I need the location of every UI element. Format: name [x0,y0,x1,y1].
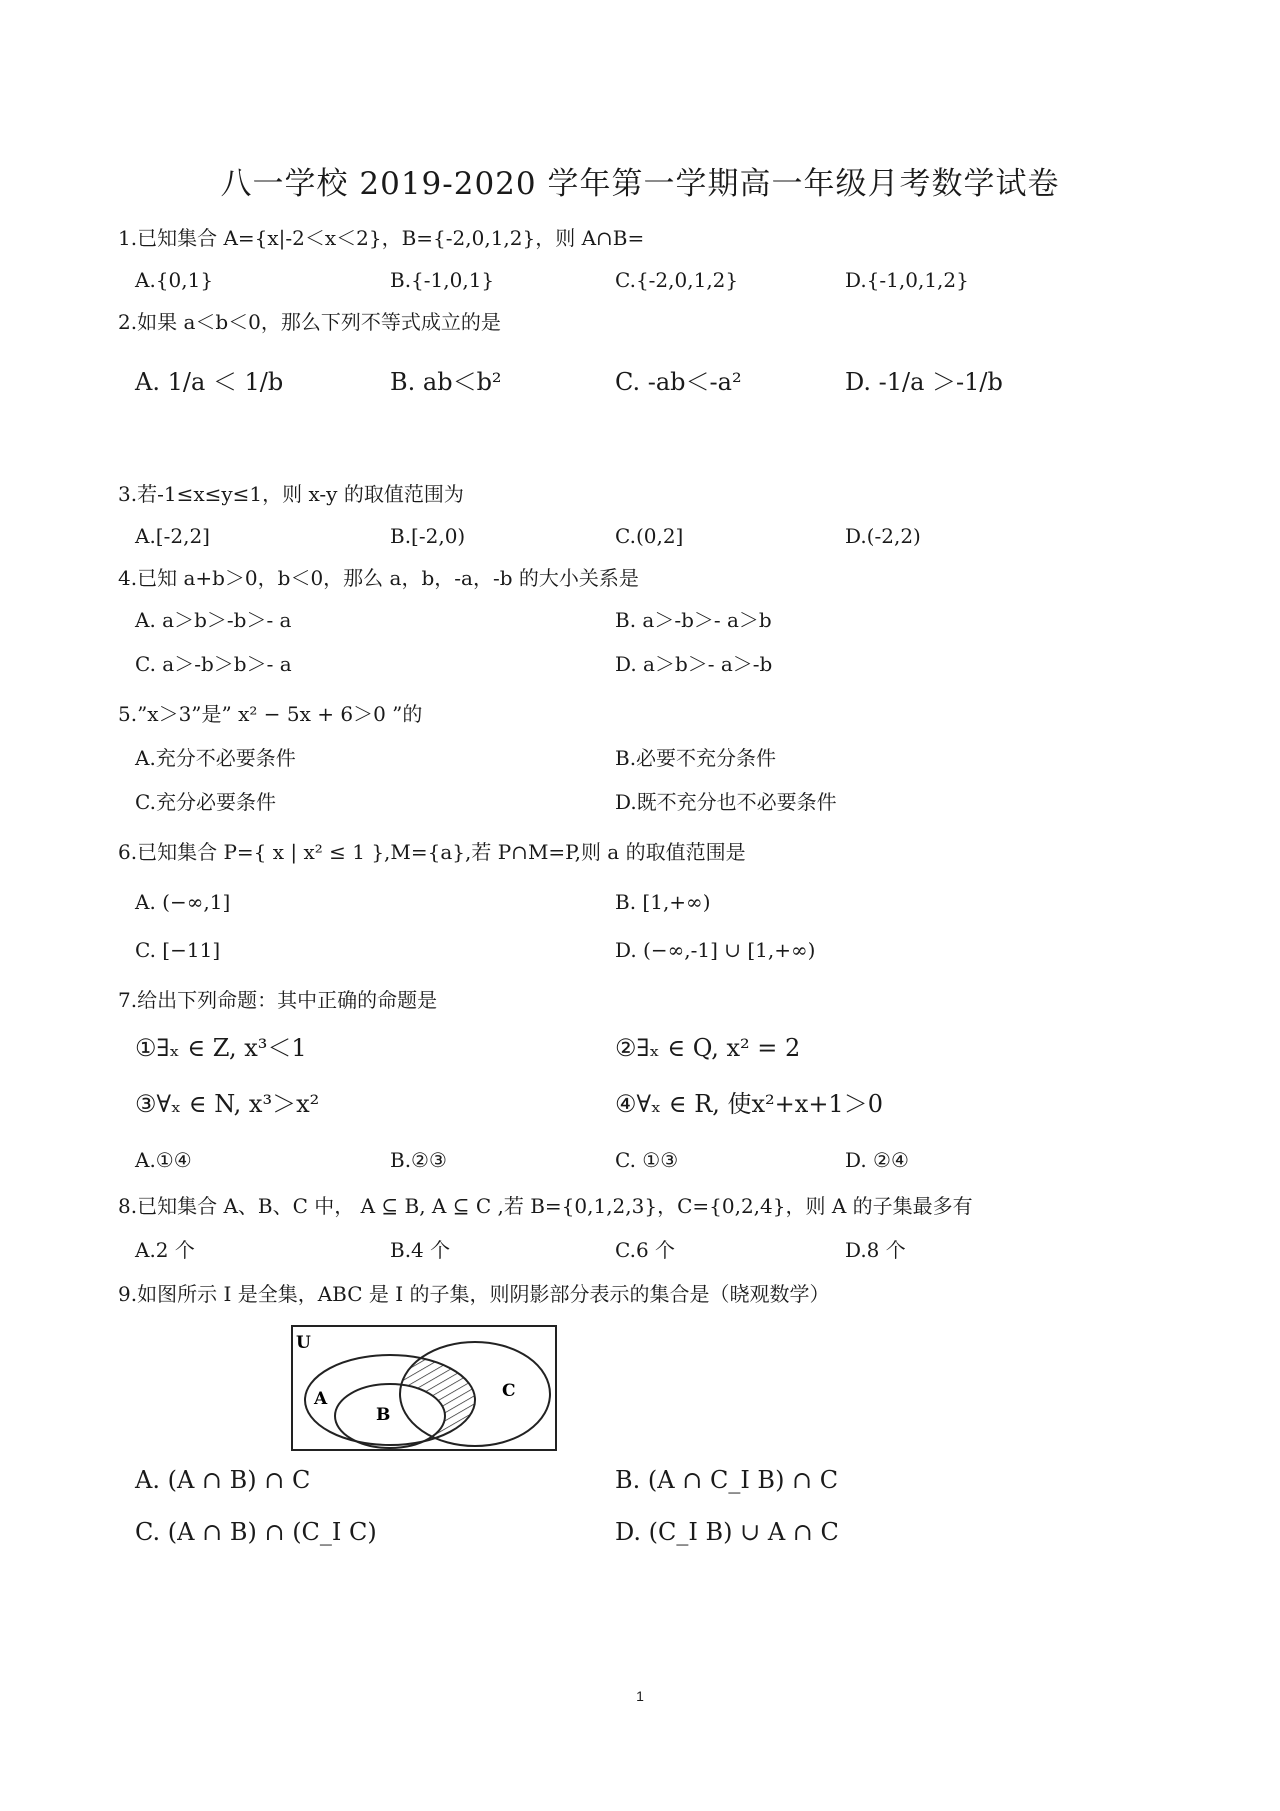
question-7-statement-3: ③∀ₓ ∈ N, x³＞x² [135,1090,320,1118]
venn-diagram [290,1324,560,1454]
venn-label-a: A [314,1389,328,1409]
question-9-stem: 9.如图所示 I 是全集，ABC 是 I 的子集，则阴影部分表示的集合是（晓观数学） [118,1282,830,1306]
question-4-option-c: C. a＞-b＞b＞- a [135,652,292,676]
question-8-option-b: B.4 个 [390,1238,451,1262]
question-7-option-a: A.①④ [135,1148,192,1172]
question-7-option-d: D. ②④ [845,1148,909,1172]
question-7-stem: 7.给出下列命题：其中正确的命题是 [118,988,438,1012]
question-4-option-a: A. a＞b＞-b＞- a [135,608,292,632]
venn-label-b: B [376,1405,391,1425]
question-8-option-d: D.8 个 [845,1238,906,1262]
question-1-option-d: D.{-1,0,1,2} [845,268,969,292]
question-6-option-b: B. [1,+∞) [615,890,711,914]
question-7-option-b: B.②③ [390,1148,447,1172]
question-5-option-d: D.既不充分也不必要条件 [615,790,837,814]
question-7-option-c: C. ①③ [615,1148,679,1172]
question-7-statement-1: ①∃ₓ ∈ Z, x³＜1 [135,1034,307,1062]
question-1-stem: 1.已知集合 A={x|-2＜x＜2}，B={-2,0,1,2}，则 A∩B= [118,226,645,250]
question-6-stem: 6.已知集合 P={ x | x² ≤ 1 },M={a},若 P∩M=P,则 a 的取值范围是 [118,840,746,864]
question-1-option-c: C.{-2,0,1,2} [615,268,739,292]
question-2-option-b: B. ab＜b² [390,368,502,396]
question-5-stem: 5.”x＞3”是” x² − 5x + 6＞0 ”的 [118,702,423,726]
question-1-option-b: B.{-1,0,1} [390,268,495,292]
question-3-stem: 3.若-1≤x≤y≤1，则 x-y 的取值范围为 [118,482,464,506]
question-2-stem: 2.如果 a＜b＜0，那么下列不等式成立的是 [118,310,501,334]
page-number: 1 [636,1688,644,1704]
question-7-statement-2: ②∃ₓ ∈ Q, x² = 2 [615,1034,801,1062]
question-9-option-d: D. (C_I B) ∪ A ∩ C [615,1518,839,1546]
venn-label-u: U [296,1333,311,1353]
question-6-option-d: D. (−∞,-1] ∪ [1,+∞) [615,938,816,962]
question-5-option-b: B.必要不充分条件 [615,746,777,770]
question-6-option-c: C. [−11] [135,938,221,962]
question-2-option-c: C. -ab＜-a² [615,368,742,396]
question-5-option-c: C.充分必要条件 [135,790,276,814]
question-3-option-d: D.(-2,2) [845,524,921,548]
question-3-option-b: B.[-2,0) [390,524,466,548]
question-2-option-d: D. -1/a ＞-1/b [845,368,1003,396]
question-4-option-d: D. a＞b＞- a＞-b [615,652,773,676]
question-9-option-a: A. (A ∩ B) ∩ C [135,1466,311,1494]
question-4-option-b: B. a＞-b＞- a＞b [615,608,772,632]
page-title: 八一学校 2019-2020 学年第一学期高一年级月考数学试卷 [220,166,1060,202]
question-5-option-a: A.充分不必要条件 [135,746,296,770]
question-8-stem: 8.已知集合 A、B、C 中， A ⊆ B, A ⊆ C ,若 B={0,1,2,3}，C={0,2,4}，则 A 的子集最多有 [118,1194,973,1218]
question-3-option-a: A.[-2,2] [135,524,210,548]
venn-label-c: C [502,1381,516,1401]
question-3-option-c: C.(0,2] [615,524,684,548]
question-6-option-a: A. (−∞,1] [135,890,231,914]
question-2-option-a: A. 1/a ＜ 1/b [135,368,284,396]
question-8-option-a: A.2 个 [135,1238,195,1262]
question-8-option-c: C.6 个 [615,1238,676,1262]
question-7-statement-4: ④∀ₓ ∈ R, 使x²+x+1＞0 [615,1090,883,1118]
question-9-option-b: B. (A ∩ C_I B) ∩ C [615,1466,839,1494]
question-1-option-a: A.{0,1} [135,268,214,292]
question-9-option-c: C. (A ∩ B) ∩ (C_I C) [135,1518,377,1546]
question-4-stem: 4.已知 a+b＞0，b＜0，那么 a，b，-a，-b 的大小关系是 [118,566,639,590]
